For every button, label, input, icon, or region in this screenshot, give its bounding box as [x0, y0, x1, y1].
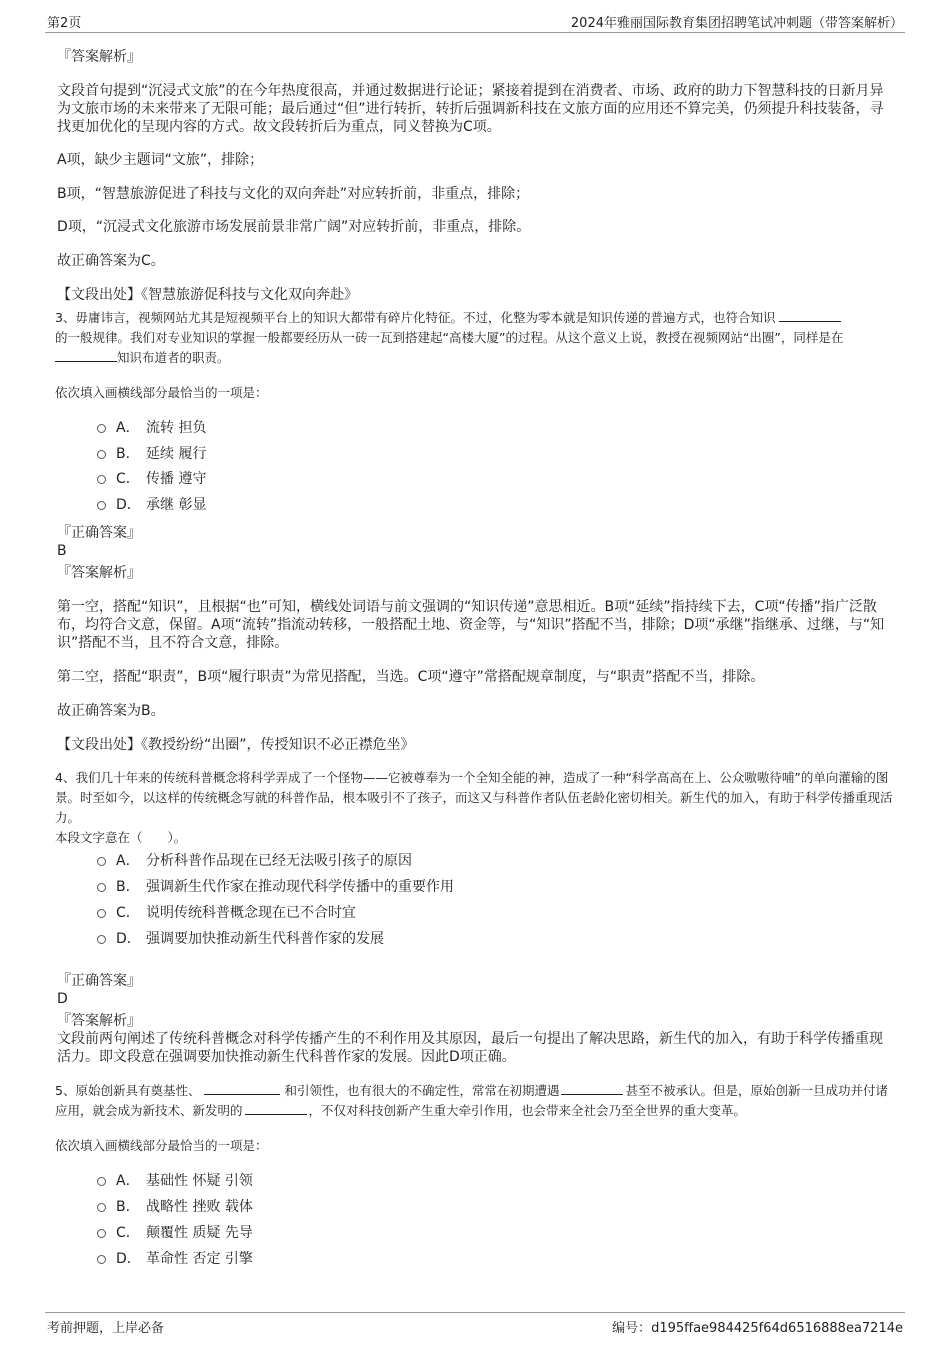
q2-conclusion: 故正确答案为C。 [57, 253, 165, 269]
radio-icon[interactable] [97, 450, 106, 459]
q2-analysis-option-d: D项，“沉浸式文化旅游市场发展前景非常广阔”对应转折前，非重点，排除。 [57, 219, 531, 235]
q5-blank-3 [245, 1101, 307, 1115]
q3-option-c[interactable] [97, 469, 206, 489]
q4-correct-label: 『正确答案』 [57, 973, 141, 989]
page-number: 第2页 [47, 16, 82, 31]
option-text: 分析科普作品现在已经无法吸引孩子的原因 [146, 853, 412, 869]
document-id: 编号：d195ffae984425f64d6516888ea7214e [612, 1321, 903, 1336]
q2-source: 【文段出处】《智慧旅游促科技与文化双向奔赴》 [57, 287, 358, 303]
document-title: 2024年雅丽国际教育集团招聘笔试冲刺题（带答案解析） [570, 16, 903, 31]
radio-icon[interactable] [97, 857, 106, 866]
option-text: 强调要加快推动新生代科普作家的发展 [146, 931, 384, 947]
q2-analysis-label: 『答案解析』 [57, 49, 141, 65]
option-key: C． [116, 471, 140, 487]
q3-source: 【文段出处】《教授纷纷“出圈”，传授知识不必正襟危坐》 [57, 737, 415, 753]
q3-prompt: 依次填入画横线部分最恰当的一项是： [55, 385, 268, 400]
q4-option-c[interactable] [97, 903, 356, 923]
q3-stem-part-1: 3、毋庸讳言，视频网站尤其是短视频平台上的知识大都带有碎片化特征。不过，化整为零本就是知识传递的普遍方式，也符合知识 [55, 310, 776, 325]
option-key: B． [116, 446, 140, 462]
q3-correct-label: 『正确答案』 [57, 525, 141, 541]
option-key: C． [116, 905, 140, 921]
q2-analysis-paragraph: 文段首句提到“沉浸式文旅”的在今年热度很高，并通过数据进行论证；紧接着提到在消费者、市场、政府的助力下智慧科技的日新月异为文旅市场的未来带来了无限可能；最后通过“但”进行转折，转折后强调新科技在文旅方面的应用还不算完美，仍须提升科技装备，寻找更加优化的呈现内容的方式。故文段转折后为重点，同义替换为C项。 [57, 83, 884, 135]
radio-icon[interactable] [97, 1203, 106, 1212]
option-key: A． [116, 420, 140, 436]
q2-analysis-option-b: B项，“智慧旅游促进了科技与文化的双向奔赴”对应转折前，非重点，排除； [57, 186, 530, 202]
q5-prompt: 依次填入画横线部分最恰当的一项是： [55, 1138, 268, 1153]
q4-stem: 4、我们几十年来的传统科普概念将科学弄成了一个怪物——它被尊奉为一个全知全能的神，造成了一种“科学高高在上、公众嗷嗷待哺”的单向灌输的图景。时至如今，以这样的传统概念写就的科普作品，根本吸引不了孩子，而这又与科普作者队伍老龄化密切相关。新生代的加入，有助于科学传播重现活力。 [55, 770, 893, 825]
q3-stem [55, 308, 895, 368]
radio-icon[interactable] [97, 883, 106, 892]
q2-analysis-option-a: A项，缺少主题词“文旅”，排除； [57, 152, 264, 168]
q5-option-a[interactable] [97, 1171, 253, 1191]
q3-analysis-paragraph-2: 第二空，搭配“职责”，B项“履行职责”为常见搭配，当选。C项“遵守”常搭配规章制度，与“职责”搭配不当，排除。 [57, 669, 765, 685]
q5-stem-part-1: 5、原始创新具有奠基性、 [55, 1083, 201, 1098]
q3-conclusion: 故正确答案为B。 [57, 703, 165, 719]
radio-icon[interactable] [97, 475, 106, 484]
radio-icon[interactable] [97, 1177, 106, 1186]
option-key: D． [116, 497, 141, 513]
q3-option-a[interactable] [97, 418, 206, 438]
option-text: 战略性 挫败 载体 [146, 1199, 253, 1215]
option-key: A． [116, 853, 140, 869]
option-key: B． [116, 879, 140, 895]
q5-option-b[interactable] [97, 1197, 253, 1217]
q4-option-a[interactable] [97, 851, 412, 871]
option-text: 基础性 怀疑 引领 [146, 1173, 253, 1189]
option-text: 传播 遵守 [146, 471, 207, 487]
q4-analysis-paragraph: 文段前两句阐述了传统科普概念对科学传播产生的不利作用及其原因，最后一句提出了解决思路，新生代的加入，有助于科学传播重现活力。即文段意在强调要加快推动新生代科普作家的发展。因此D项正确。 [57, 1031, 883, 1065]
q5-blank-2 [561, 1081, 623, 1095]
q4-prompt: 本段文字意在（ ）。 [55, 830, 187, 845]
q5-stem-part-2: 和引领性，也有很大的不确定性，常常在初期遭遇 [284, 1083, 560, 1098]
q3-analysis-paragraph-1: 第一空，搭配“知识”，且根据“也”可知，横线处词语与前文强调的“知识传递”意思相近。B项“延续”指持续下去，C项“传播”指广泛散布，均符合文意，保留。A项“流转”指流动转移，一般搭配土地、资金等，与“知识”搭配不当，排除；D项“承继”指继承、过继，与“知识”搭配不当，且不符合文意，排除。 [57, 599, 885, 651]
radio-icon[interactable] [97, 909, 106, 918]
q5-stem-part-4: ，不仅对科技创新产生重大牵引作用，也会带来全社会乃至全世界的重大变革。 [308, 1103, 747, 1118]
option-text: 颠覆性 质疑 先导 [146, 1225, 253, 1241]
radio-icon[interactable] [97, 1255, 106, 1264]
option-text: 强调新生代作家在推动现代科学传播中的重要作用 [146, 879, 454, 895]
option-text: 革命性 否定 引擎 [146, 1251, 253, 1267]
option-text: 延续 履行 [146, 446, 207, 462]
option-key: C． [116, 1225, 140, 1241]
radio-icon[interactable] [97, 935, 106, 944]
q3-stem-part-2: 的一般规律。我们对专业知识的掌握一般都要经历从一砖一瓦到搭建起“高楼大厦”的过程。从这个意义上说，教授在视频网站“出圈”，同样是在 [55, 330, 844, 345]
q3-option-b[interactable] [97, 444, 206, 464]
option-text: 承继 彰显 [146, 497, 207, 513]
q4-analysis-label: 『答案解析』 [57, 1013, 141, 1029]
radio-icon[interactable] [97, 1229, 106, 1238]
option-key: A． [116, 1173, 140, 1189]
footer-slogan: 考前押题，上岸必备 [47, 1321, 165, 1336]
option-text: 说明传统科普概念现在已不合时宜 [146, 905, 356, 921]
option-key: B． [116, 1199, 140, 1215]
option-key: D． [116, 1251, 141, 1267]
page-footer [45, 1312, 905, 1337]
q5-option-c[interactable] [97, 1223, 253, 1243]
q4-answer: D [57, 991, 68, 1007]
radio-icon[interactable] [97, 424, 106, 433]
q5-stem-part-3: 甚至不被承认。但是，原始创新一旦成功并付诸应用，就会成为新技术、新发明的 [55, 1083, 888, 1118]
q5-stem [55, 1081, 895, 1121]
page-header [45, 12, 905, 33]
option-text: 流转 担负 [146, 420, 207, 436]
q3-option-d[interactable] [97, 495, 206, 515]
q4-option-d[interactable] [97, 929, 384, 949]
option-key: D． [116, 931, 141, 947]
q5-option-d[interactable] [97, 1249, 253, 1269]
q3-blank-2 [55, 348, 117, 362]
radio-icon[interactable] [97, 501, 106, 510]
q3-analysis-label: 『答案解析』 [57, 565, 141, 581]
q3-stem-part-3: 知识布道者的职责。 [117, 350, 230, 365]
q4-option-b[interactable] [97, 877, 454, 897]
q5-blank-1 [204, 1081, 280, 1095]
q3-blank-1 [779, 308, 841, 322]
q3-answer: B [57, 543, 67, 559]
